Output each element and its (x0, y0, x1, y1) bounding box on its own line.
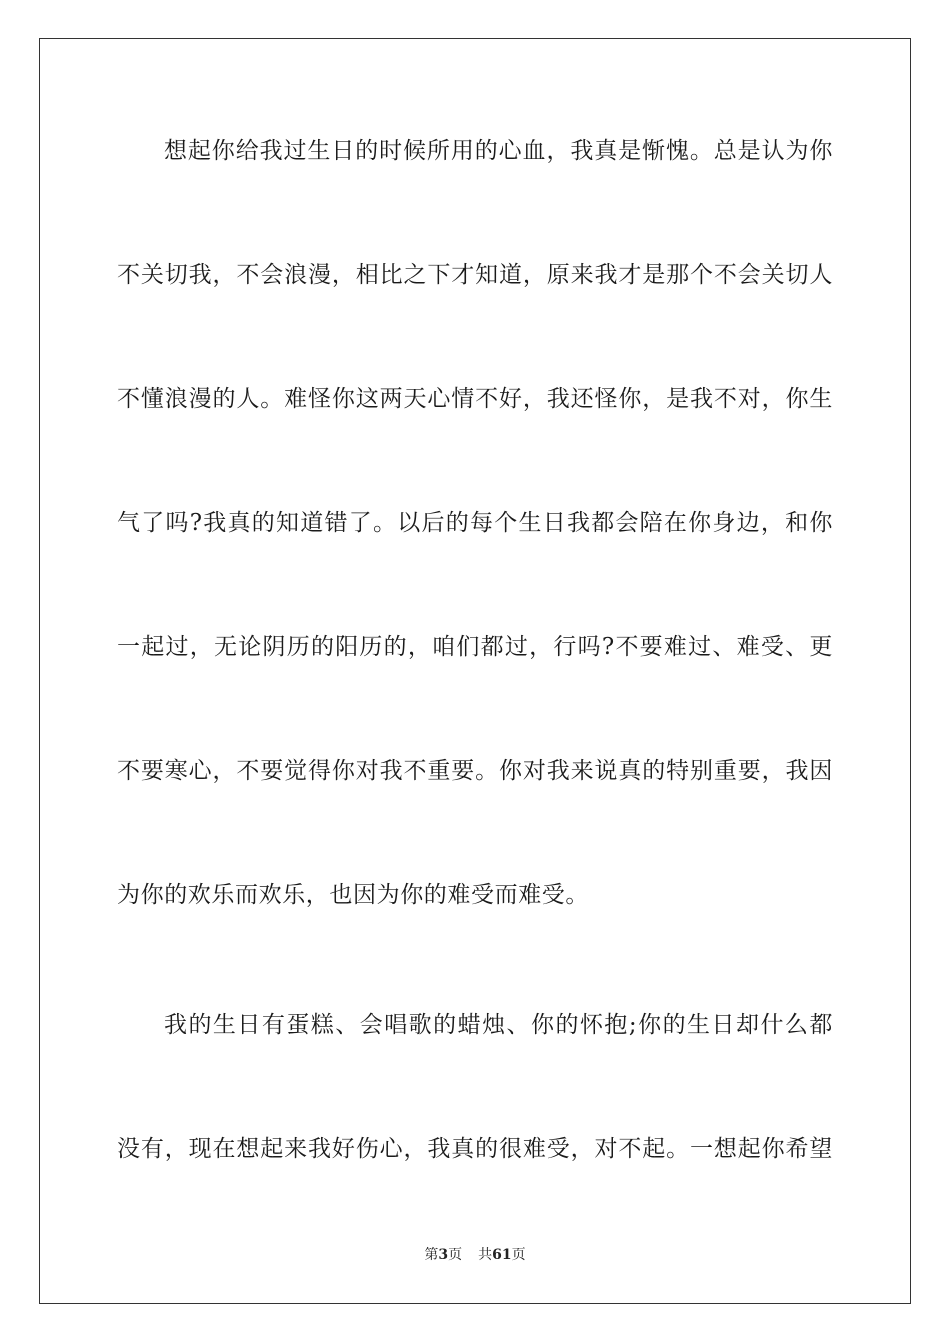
page-border (39, 38, 911, 1304)
page-suffix: 页 (448, 1247, 463, 1263)
page-prefix: 第 (424, 1247, 439, 1263)
page-number: 3 (438, 1247, 449, 1263)
text-line-1: 想起你给我过生日的时候所用的心血，我真是惭愧。总是认为你 (164, 138, 833, 164)
total-pages: 61 (492, 1247, 512, 1263)
text-line-8: 我的生日有蛋糕、会唱歌的蜡烛、你的怀抱;你的生日却什么都 (164, 1012, 833, 1038)
text-line-9: 没有，现在想起来我好伤心，我真的很难受，对不起。一想起你希望 (117, 1136, 833, 1162)
text-line-5: 一起过，无论阴历的阳历的，咱们都过，行吗?不要难过、难受、更 (117, 634, 833, 660)
total-prefix: 共 (478, 1247, 493, 1263)
text-line-7: 为你的欢乐而欢乐，也因为你的难受而难受。 (117, 882, 589, 908)
text-line-6: 不要寒心，不要觉得你对我不重要。你对我来说真的特别重要，我因 (117, 758, 833, 784)
text-line-2: 不关切我，不会浪漫，相比之下才知道，原来我才是那个不会关切人 (117, 262, 833, 288)
total-suffix: 页 (511, 1247, 526, 1263)
text-line-3: 不懂浪漫的人。难怪你这两天心情不好，我还怪你，是我不对，你生 (117, 386, 833, 412)
page-footer (0, 1246, 950, 1264)
text-line-4: 气了吗?我真的知道错了。以后的每个生日我都会陪在你身边，和你 (117, 510, 833, 536)
